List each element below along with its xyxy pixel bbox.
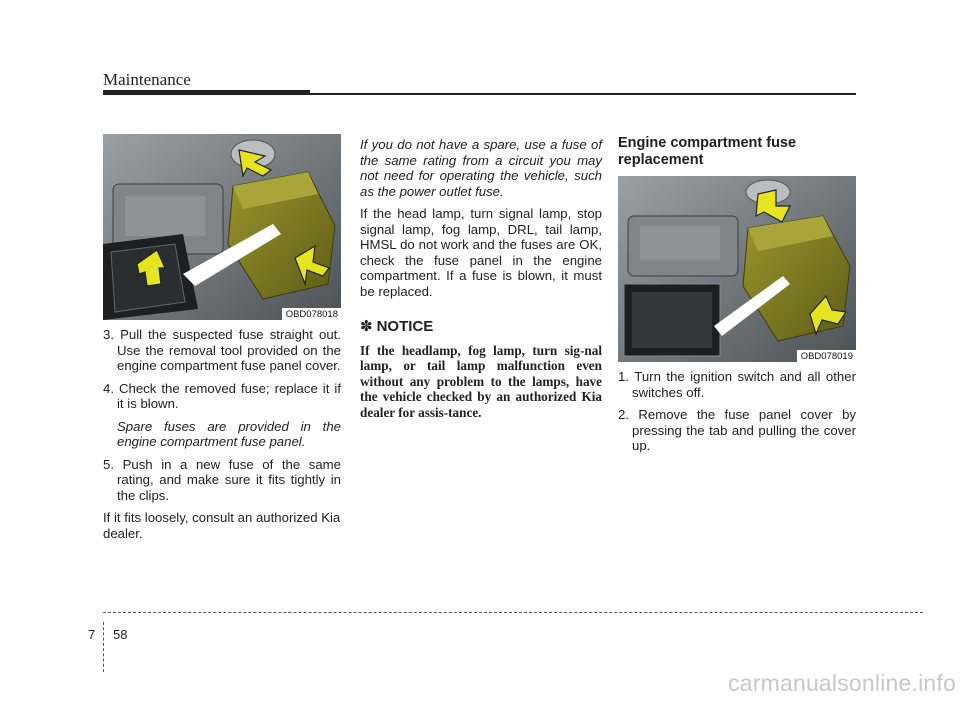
notice-heading: [360, 319, 602, 335]
notice-title: NOTICE: [376, 318, 434, 335]
notice-star-icon: ✽: [360, 318, 373, 335]
engine-fuse-photo-right: [618, 176, 856, 362]
instruction-step-5: 5. Push in a new fuse of the same rating, and make sure it fits tightly in the clips.: [103, 456, 341, 503]
footer-vertical-divider: [103, 622, 104, 672]
site-watermark: carmanualsonline.info: [728, 670, 956, 696]
right-text-column: [618, 369, 856, 461]
chapter-number: 7: [88, 627, 96, 642]
section-heading: Engine compartment fuse replacement: [618, 135, 797, 168]
left-text-column: [103, 327, 341, 548]
lamp-check-paragraph: If the head lamp, turn signal lamp, stop signal lamp, fog lamp, DRL, tail lamp, HMSL do not work and the fuses are OK, check the fuse panel in the engine compartment. If a fuse is blown, it must be replaced.: [360, 206, 602, 299]
header-rule-accent: [103, 90, 310, 95]
instruction-step-4: 4. Check the removed fuse; replace it if it is blown.: [103, 380, 341, 411]
instruction-step-3: 3. Pull the suspected fuse straight out. Use the removal tool provided on the engine compartment fuse panel cover.: [103, 327, 341, 373]
spare-substitute-italic: If you do not have a spare, use a fuse of the same rating from a circuit you may not need for operating the vehicle, such as the power outlet fuse.: [360, 137, 602, 199]
middle-text-column: [360, 137, 602, 420]
instruction-step-2: 2. Remove the fuse panel cover by pressing the tab and pulling the cover up.: [618, 407, 856, 453]
figure-code-label: OBD078018: [282, 308, 341, 320]
footer-divider: [103, 612, 923, 613]
notice-body: If the headlamp, fog lamp, turn sig-nal lamp, or tail lamp malfunction even without any problem to the lamps, have the vehicle checked by an authorized Kia dealer for assis-tance.: [360, 342, 602, 420]
engine-fuse-photo-left: [103, 134, 341, 320]
page-number: 58: [113, 627, 128, 642]
figure-code-label: OBD078019: [797, 350, 856, 362]
loose-fuse-paragraph: If it fits loosely, consult an authorized Kia dealer.: [103, 510, 341, 541]
instruction-step-1: 1. Turn the ignition switch and all other switches off.: [618, 369, 856, 400]
spare-fuse-note: Spare fuses are provided in the engine compartment fuse panel.: [117, 418, 341, 449]
page-header-title: Maintenance: [103, 70, 191, 89]
